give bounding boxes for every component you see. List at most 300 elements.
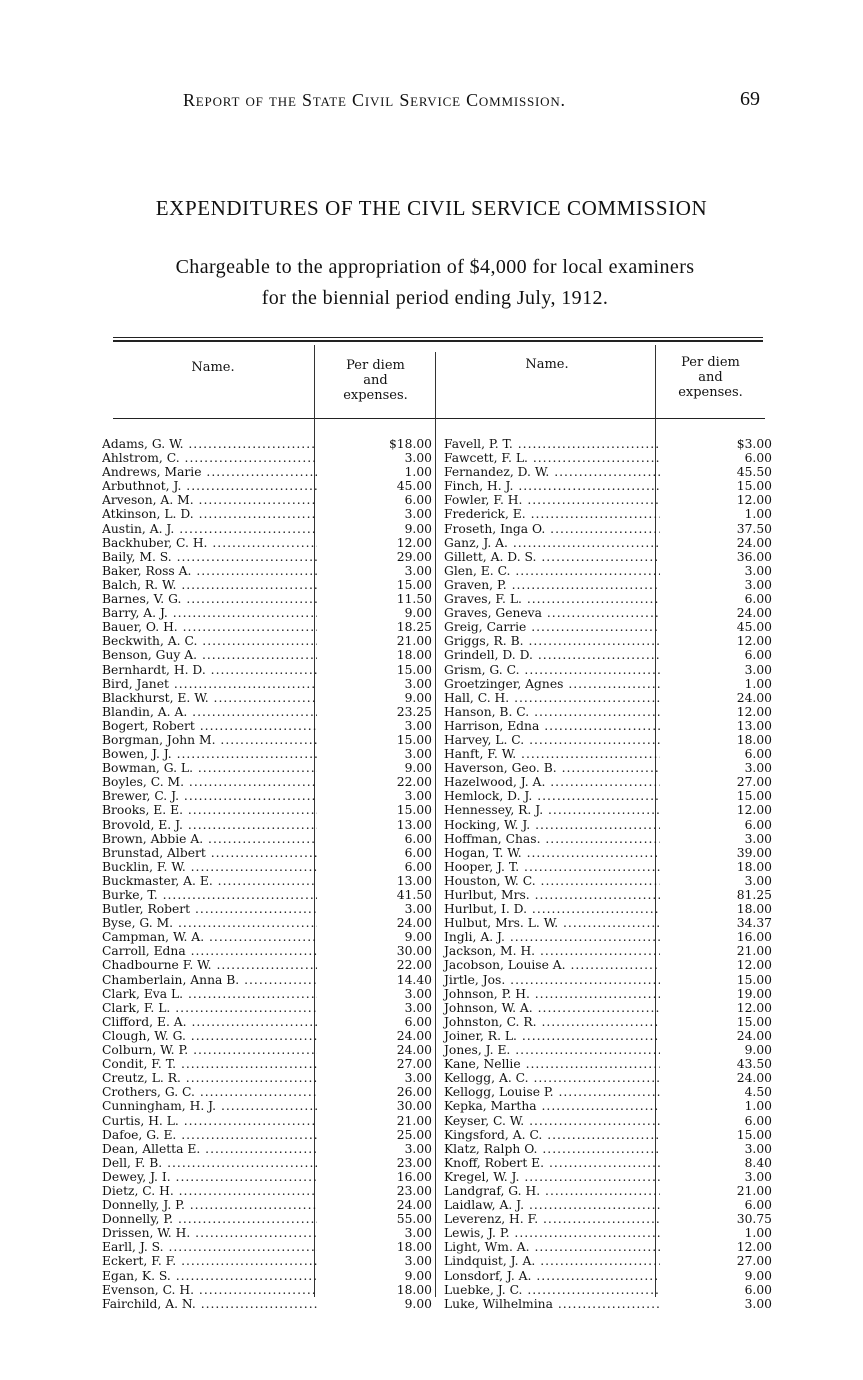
amount-cell [660,536,772,550]
amount-cell [317,1184,432,1198]
payee-amount: 16.00 [396,1169,432,1184]
payee-amount: 3.00 [404,1071,432,1086]
payee-amount: 16.00 [736,930,772,945]
name-cell [432,930,660,944]
amount-cell [660,1057,772,1071]
payee-name: Campman, W. A. ..... [102,930,317,944]
amount-cell [317,775,432,789]
name-cell [432,1269,660,1283]
payee-name: Harrison, Edna ..... [444,719,660,733]
amount-cell [317,930,432,944]
amount-cell [660,944,772,958]
payee-name: Graves, Geneva ..... [444,606,660,620]
table-row [102,818,772,832]
table-row [102,663,772,677]
payee-name: Dietz, C. H. ..... [102,1184,317,1198]
payee-name: Kingsford, A. C. ..... [444,1128,660,1142]
payee-amount: 12.00 [736,634,772,649]
name-cell [102,888,317,902]
name-cell [102,930,317,944]
amount-cell [660,507,772,521]
table-row [102,536,772,550]
name-cell [432,451,660,465]
payee-amount: 1.00 [744,1099,772,1114]
amount-cell [660,705,772,719]
table-row [102,592,772,606]
payee-name: Froseth, Inga O. ..... [444,522,660,536]
name-cell [432,733,660,747]
header-bottom-rule [113,418,765,419]
name-cell [102,1114,317,1128]
payee-name: Creutz, L. R. ..... [102,1071,317,1085]
header-amount-left-line: and [363,373,388,388]
table-row [102,634,772,648]
payee-name: Baker, Ross A. ..... [102,564,317,578]
name-cell [102,507,317,521]
payee-name: Hanson, B. C. ..... [444,705,660,719]
amount-cell [660,930,772,944]
payee-amount: 23.25 [396,704,432,719]
name-cell [432,1254,660,1268]
name-cell [102,493,317,507]
payee-name: Clifford, E. A. ..... [102,1015,317,1029]
amount-cell [660,1085,772,1099]
name-cell [432,987,660,1001]
payee-amount: 22.00 [396,958,432,973]
payee-name: Brooks, E. E. ..... [102,803,317,817]
name-cell [432,677,660,691]
payee-name: Hulbut, Mrs. L. W. ..... [444,916,660,930]
name-cell [432,789,660,803]
payee-name: Egan, K. S. ..... [102,1269,317,1283]
payee-name: Austin, A. J. ..... [102,522,317,536]
name-cell [102,733,317,747]
payee-amount: 6.00 [744,451,772,466]
payee-amount: 18.00 [396,1282,432,1297]
amount-cell [660,451,772,465]
table-row [102,733,772,747]
amount-cell [660,634,772,648]
amount-cell [660,818,772,832]
payee-amount: 3.00 [744,761,772,776]
amount-cell [660,1156,772,1170]
payee-amount: 3.00 [404,1141,432,1156]
amount-cell [660,874,772,888]
name-cell [432,437,660,451]
payee-name: Chadbourne F. W. ..... [102,958,317,972]
name-cell [432,761,660,775]
payee-amount: 24.00 [396,1043,432,1058]
name-cell [432,1283,660,1297]
amount-cell [660,803,772,817]
payee-amount: 24.00 [736,1028,772,1043]
table-row [102,1015,772,1029]
amount-cell [317,606,432,620]
payee-name: Brewer, C. J. ..... [102,789,317,803]
payee-amount: 1.00 [744,507,772,522]
name-cell [102,987,317,1001]
name-cell [432,902,660,916]
table-row [102,944,772,958]
top-rule-double [113,340,763,342]
payee-amount: 12.00 [736,493,772,508]
payee-name: Johnston, C. R. ..... [444,1015,660,1029]
name-cell [102,860,317,874]
name-cell [102,944,317,958]
name-cell [432,493,660,507]
amount-cell [660,775,772,789]
name-cell [432,958,660,972]
payee-name: Grindell, D. D. ..... [444,648,660,662]
payee-amount: 13.00 [396,873,432,888]
payee-amount: 45.50 [736,465,772,480]
payee-name: Fernandez, D. W. ..... [444,465,660,479]
amount-cell [317,536,432,550]
name-cell [432,606,660,620]
payee-name: Jacobson, Louise A. ..... [444,958,660,972]
payee-name: Hurlbut, Mrs. ..... [444,888,660,902]
payee-name: Hall, C. H. ..... [444,691,660,705]
name-cell [432,1001,660,1015]
amount-cell [317,1015,432,1029]
name-cell [102,648,317,662]
payee-name: Chamberlain, Anna B. ..... [102,973,317,987]
amount-cell [317,973,432,987]
payee-amount: 23.00 [396,1155,432,1170]
payee-amount: 3.00 [404,986,432,1001]
payee-name: Adams, G. W. ..... [102,437,317,451]
amount-cell [317,1269,432,1283]
payee-amount: 12.00 [736,1240,772,1255]
amount-cell [317,663,432,677]
table-row [102,1226,772,1240]
payee-name: Haverson, Geo. B. ..... [444,761,660,775]
payee-name: Condit, F. T. ..... [102,1057,317,1071]
payee-name: Bauer, O. H. ..... [102,620,317,634]
payee-name: Evenson, C. H. ..... [102,1283,317,1297]
payee-amount: 15.00 [736,1127,772,1142]
payee-amount: 6.00 [744,648,772,663]
name-cell [102,1170,317,1184]
payee-amount: 55.00 [396,1212,432,1227]
amount-cell [317,705,432,719]
payee-amount: 36.00 [736,549,772,564]
payee-amount: 6.00 [404,493,432,508]
payee-name: Ganz, J. A. ..... [444,536,660,550]
amount-cell [317,507,432,521]
payee-amount: 3.00 [744,662,772,677]
table-row [102,1170,772,1184]
amount-cell [660,761,772,775]
payee-name: Hennessey, R. J. ..... [444,803,660,817]
name-cell [432,1043,660,1057]
name-cell [102,902,317,916]
payee-amount: 3.00 [744,1169,772,1184]
amount-cell [317,1226,432,1240]
amount-cell [317,592,432,606]
subtitle-line-2: for the biennial period ending July, 1912. [261,287,609,309]
amount-cell [660,663,772,677]
payee-amount: 21.00 [736,944,772,959]
name-cell [432,1128,660,1142]
name-cell [432,620,660,634]
amount-cell [317,1128,432,1142]
amount-cell [317,860,432,874]
payee-amount: 24.00 [736,606,772,621]
payee-name: Finch, H. J. ..... [444,479,660,493]
payee-amount: 15.00 [396,732,432,747]
amount-cell [660,606,772,620]
name-cell [432,536,660,550]
payee-amount: 3.00 [404,902,432,917]
table-row [102,465,772,479]
payee-name: Arveson, A. M. ..... [102,493,317,507]
payee-amount: 24.00 [736,690,772,705]
table-row [102,578,772,592]
payee-name: Byse, G. M. ..... [102,916,317,930]
table-row [102,719,772,733]
table-row [102,761,772,775]
payee-name: Bowman, G. L. ..... [102,761,317,775]
name-cell [102,1269,317,1283]
name-cell [102,1071,317,1085]
payee-name: Dell, F. B. ..... [102,1156,317,1170]
payee-amount: 34.37 [736,916,772,931]
name-cell [102,451,317,465]
payee-name: Gillett, A. D. S. ..... [444,550,660,564]
amount-cell [317,1212,432,1226]
name-cell [432,550,660,564]
amount-cell [660,973,772,987]
payee-name: Lewis, J. P. ..... [444,1226,660,1240]
name-cell [102,1184,317,1198]
amount-cell [317,902,432,916]
amount-cell [317,465,432,479]
payee-amount: 15.00 [396,577,432,592]
payee-amount: 3.00 [744,577,772,592]
payee-name: Crothers, G. C. ..... [102,1085,317,1099]
payee-name: Graven, P. ..... [444,578,660,592]
payee-name: Donnelly, P. ..... [102,1212,317,1226]
table-row [102,987,772,1001]
payee-name: Hurlbut, I. D. ..... [444,902,660,916]
payee-name: Backhuber, C. H. ..... [102,536,317,550]
payee-amount: 25.00 [396,1127,432,1142]
name-cell [432,874,660,888]
payee-amount: 18.00 [736,859,772,874]
name-cell [432,803,660,817]
payee-name: Colburn, W. P. ..... [102,1043,317,1057]
amount-cell [317,437,432,451]
table-row [102,1057,772,1071]
payee-amount: 6.00 [744,1198,772,1213]
table-row [102,1142,772,1156]
payee-amount: 3.00 [404,451,432,466]
amount-cell [660,958,772,972]
payee-name: Leverenz, H. F. ..... [444,1212,660,1226]
payee-name: Burke, T. ..... [102,888,317,902]
payee-amount: 24.00 [396,916,432,931]
payee-amount: 3.00 [404,789,432,804]
payee-amount: 3.00 [744,831,772,846]
table-row [102,522,772,536]
payee-amount: 9.00 [404,690,432,705]
name-cell [102,1240,317,1254]
name-cell [432,747,660,761]
amount-cell [317,522,432,536]
payee-name: Houston, W. C. ..... [444,874,660,888]
name-cell [432,465,660,479]
name-cell [432,663,660,677]
table-row [102,846,772,860]
amount-cell [660,1128,772,1142]
table-row [102,1029,772,1043]
amount-cell [317,1297,432,1311]
amount-cell [660,888,772,902]
table-row [102,1114,772,1128]
header-amount-right [658,355,763,400]
name-cell [102,1283,317,1297]
amount-cell [660,1269,772,1283]
table-row [102,832,772,846]
payee-amount: 6.00 [744,1113,772,1128]
payee-name: Carroll, Edna ..... [102,944,317,958]
payee-amount: 30.00 [396,944,432,959]
payee-name: Hocking, W. J. ..... [444,818,660,832]
name-cell [432,507,660,521]
name-cell [432,1226,660,1240]
amount-cell [317,691,432,705]
payee-name: Glen, E. C. ..... [444,564,660,578]
name-cell [432,944,660,958]
payee-amount: 39.00 [736,845,772,860]
amount-cell [660,620,772,634]
payee-name: Hazelwood, J. A. ..... [444,775,660,789]
name-cell [102,1212,317,1226]
payee-name: Bogert, Robert ..... [102,719,317,733]
payee-name: Blackhurst, E. W. ..... [102,691,317,705]
table-row [102,1240,772,1254]
payee-amount: 24.00 [396,1028,432,1043]
table-row [102,958,772,972]
payee-amount: 11.50 [396,592,432,607]
name-cell [102,578,317,592]
amount-cell [660,1240,772,1254]
payee-amount: 12.00 [396,535,432,550]
payee-name: Fowler, F. H. ..... [444,493,660,507]
payee-amount: 12.00 [736,958,772,973]
amount-cell [660,1099,772,1113]
payee-name: Frederick, E. ..... [444,507,660,521]
name-cell [432,592,660,606]
table-row [102,1254,772,1268]
payee-amount: 23.00 [396,1183,432,1198]
name-cell [102,1043,317,1057]
payee-amount: 3.00 [404,747,432,762]
amount-cell [317,1099,432,1113]
name-cell [102,620,317,634]
payee-name: Johnson, W. A. ..... [444,1001,660,1015]
table-row [102,1184,772,1198]
header-name-left: Name. [191,360,235,375]
payee-name: Griggs, R. B. ..... [444,634,660,648]
amount-cell [660,1297,772,1311]
name-cell [102,1128,317,1142]
page-number: 69 [740,88,760,110]
table-row [102,705,772,719]
amount-cell [660,1029,772,1043]
table-row [102,564,772,578]
amount-cell [660,789,772,803]
payee-amount: 3.00 [744,873,772,888]
table-row [102,606,772,620]
table-row [102,930,772,944]
name-cell [102,564,317,578]
payee-name: Kellogg, Louise P. ..... [444,1085,660,1099]
payee-name: Brown, Abbie A. ..... [102,832,317,846]
amount-cell [660,1254,772,1268]
amount-cell [660,437,772,451]
amount-cell [317,803,432,817]
table-row [102,1085,772,1099]
payee-amount: 6.00 [404,845,432,860]
payee-name: Jones, J. E. ..... [444,1043,660,1057]
amount-cell [660,648,772,662]
name-cell [102,1297,317,1311]
name-cell [102,1142,317,1156]
name-cell [432,648,660,662]
payee-amount: 27.00 [396,1057,432,1072]
payee-name: Hoffman, Chas. ..... [444,832,660,846]
table-row [102,479,772,493]
amount-cell [660,1283,772,1297]
amount-cell [660,747,772,761]
payee-amount: $18.00 [388,437,432,451]
payee-amount: 3.00 [744,563,772,578]
payee-amount: 3.00 [404,1000,432,1015]
payee-name: Cunningham, H. J. ..... [102,1099,317,1113]
name-cell [432,1156,660,1170]
table-row [102,874,772,888]
payee-amount: 12.00 [736,704,772,719]
payee-name: Groetzinger, Agnes ..... [444,677,660,691]
table-row [102,691,772,705]
payee-name: Curtis, H. L. ..... [102,1114,317,1128]
amount-cell [660,1198,772,1212]
payee-amount: 26.00 [396,1085,432,1100]
payee-name: Clark, F. L. ..... [102,1001,317,1015]
payee-amount: 6.00 [404,859,432,874]
amount-cell [660,578,772,592]
amount-cell [317,451,432,465]
name-cell [432,634,660,648]
payee-name: Joiner, R. L. ..... [444,1029,660,1043]
name-cell [432,578,660,592]
payee-amount: 12.00 [736,1000,772,1015]
name-cell [432,1212,660,1226]
payee-amount: 24.00 [396,1198,432,1213]
table-row [102,550,772,564]
payee-name: Bernhardt, H. D. ..... [102,663,317,677]
amount-cell [660,592,772,606]
payee-name: Laidlaw, A. J. ..... [444,1198,660,1212]
name-cell [102,818,317,832]
name-cell [432,1071,660,1085]
payee-amount: 81.25 [736,888,772,902]
payee-name: Baily, M. S. ..... [102,550,317,564]
payee-amount: 22.00 [396,775,432,790]
payee-amount: 18.00 [736,902,772,917]
